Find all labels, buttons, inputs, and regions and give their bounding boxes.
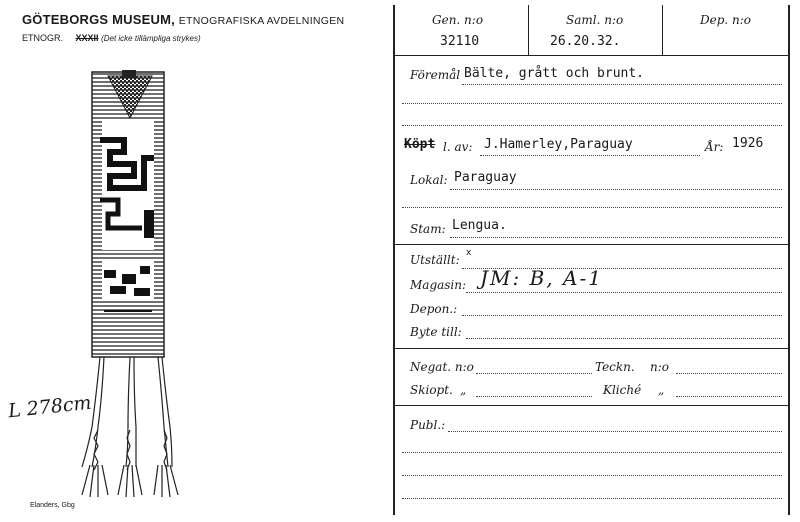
- teckn-label: Teckn.: [595, 360, 635, 374]
- kliche-label: Kliché: [603, 383, 642, 397]
- depon-line: [462, 315, 782, 316]
- kliche-ditto: „: [658, 383, 665, 397]
- foremal-value: Bälte, grått och brunt.: [464, 66, 645, 81]
- department-name: ETNOGRAFISKA AVDELNINGEN: [178, 15, 345, 27]
- negat-line: [476, 373, 592, 374]
- museum-name: GÖTEBORGS MUSEUM,: [22, 12, 175, 27]
- kopt-label: l. av:: [443, 140, 473, 154]
- skiopt-line: [476, 396, 592, 397]
- kopt-struck: Köpt: [404, 137, 436, 152]
- stam-value: Lengua.: [452, 218, 507, 233]
- foremal-line-3: [402, 125, 782, 126]
- gen-no-label: Gen. n:o: [432, 13, 484, 27]
- publ-line: [448, 431, 782, 432]
- utstallt-mark: x: [466, 248, 472, 258]
- publ-line-2: [402, 452, 782, 453]
- lokal-label: Lokal:: [410, 173, 448, 187]
- museum-header: [22, 12, 344, 27]
- utstallt-label: Utställt:: [410, 253, 460, 267]
- belt-drawing: [60, 60, 210, 500]
- lokal-line: [450, 189, 782, 190]
- header-rule: [395, 55, 788, 56]
- ar-value: 1926: [732, 136, 764, 151]
- dep-no-label: Dep. n:o: [700, 13, 752, 27]
- byte-label: Byte till:: [410, 325, 462, 339]
- saml-no-label: Saml. n:o: [566, 13, 624, 27]
- section-rule: [395, 405, 788, 406]
- magasin-line: [466, 292, 782, 293]
- lokal-value: Paraguay: [454, 170, 517, 185]
- kopt-line: [480, 155, 700, 156]
- skiopt-ditto: „: [460, 383, 467, 397]
- struck-note: (Det icke tillämpliga strykes): [101, 34, 201, 43]
- printer-imprint: Elanders, Gbg: [30, 502, 75, 509]
- collection-line: [22, 33, 201, 43]
- foremal-label: Föremål: [410, 68, 461, 82]
- depon-label: Depon.:: [410, 302, 458, 316]
- teckn-line: [676, 373, 782, 374]
- section-rule: [395, 244, 788, 245]
- stam-line: [450, 237, 782, 238]
- foremal-line-2: [402, 103, 782, 104]
- byte-line: [466, 338, 782, 339]
- column-divider: [528, 5, 529, 55]
- foremal-line: [462, 84, 782, 85]
- publ-label: Publ.:: [410, 418, 446, 432]
- kliche-line: [676, 396, 782, 397]
- stam-label: Stam:: [410, 222, 446, 236]
- magasin-label: Magasin:: [410, 278, 467, 292]
- saml-no-value: 26.20.32.: [550, 34, 621, 49]
- struck-collection-number: XXXII: [75, 33, 99, 43]
- teckn-no-label: n:o: [650, 360, 669, 374]
- skiopt-label: Skiopt.: [410, 383, 453, 397]
- length-annotation: L 278cm: [7, 391, 93, 423]
- magasin-value: JM: B, A-1: [480, 266, 603, 290]
- lokal-line-2: [402, 207, 782, 208]
- column-divider: [662, 5, 663, 55]
- kopt-value: J.Hamerley,Paraguay: [484, 137, 633, 152]
- publ-line-4: [402, 498, 782, 499]
- publ-line-3: [402, 475, 782, 476]
- section-rule: [395, 348, 788, 349]
- negat-label: Negat. n:o: [410, 360, 474, 374]
- ar-label: År:: [705, 140, 724, 154]
- etnogr-label: ETNOGR.: [22, 33, 64, 43]
- gen-no-value: 32110: [440, 34, 480, 49]
